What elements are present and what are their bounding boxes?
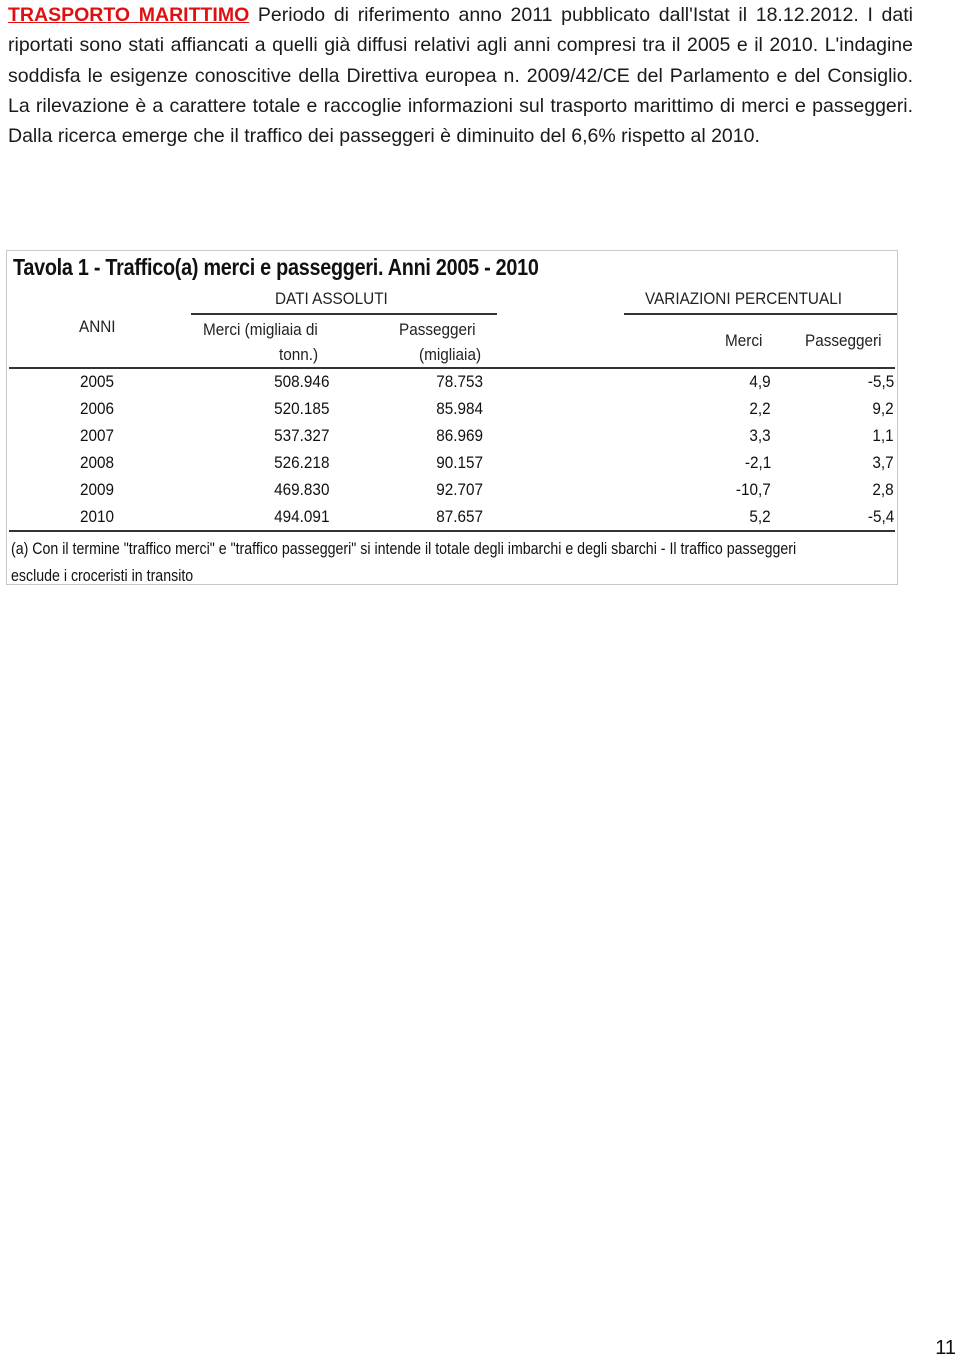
traffic-table xyxy=(6,250,898,585)
header-pass-abs-line2: (migliaia) xyxy=(419,345,482,364)
cell-var-passeggeri: 9,2 xyxy=(872,399,894,418)
cell-var-merci: 5,2 xyxy=(749,507,771,526)
cell-passeggeri: 78.753 xyxy=(436,372,483,391)
header-pass-var: Passeggeri xyxy=(805,331,882,350)
cell-passeggeri: 92.707 xyxy=(436,480,483,499)
intro-paragraph xyxy=(8,0,913,151)
table-footnote: (a) Con il termine "traffico merci" e "traffico passeggeri" si intende il totale degli imbarchi e degli sbarchi - Il traffico passeggeri esclude i croceristi in transito xyxy=(11,540,797,585)
page-number: 11 xyxy=(935,1337,956,1359)
cell-merci: 537.327 xyxy=(273,426,329,445)
cell-var-passeggeri: 3,7 xyxy=(872,453,894,472)
cell-merci: 469.830 xyxy=(273,480,329,499)
header-bottom-rule xyxy=(9,367,895,369)
header-merci-abs-line1: Merci (migliaia di xyxy=(203,320,318,339)
header-rule-abs xyxy=(191,313,497,315)
cell-var-merci: -2,1 xyxy=(744,453,771,472)
table-bottom-rule xyxy=(9,530,895,532)
cell-var-merci: 4,9 xyxy=(749,372,771,391)
cell-merci: 494.091 xyxy=(273,507,329,526)
cell-year: 2009 xyxy=(80,480,115,499)
cell-passeggeri: 87.657 xyxy=(436,507,483,526)
cell-merci: 520.185 xyxy=(273,399,329,418)
header-merci-abs-line2: tonn.) xyxy=(279,345,319,364)
cell-passeggeri: 90.157 xyxy=(436,453,483,472)
cell-year: 2008 xyxy=(80,453,115,472)
cell-year: 2010 xyxy=(80,507,115,526)
cell-var-passeggeri: 1,1 xyxy=(872,426,894,445)
cell-var-passeggeri: -5,5 xyxy=(867,372,894,391)
table-title: Tavola 1 - Traffico(a) merci e passeggeri. Anni 2005 - 2010 xyxy=(13,254,539,280)
cell-year: 2007 xyxy=(80,426,115,445)
cell-var-passeggeri: -5,4 xyxy=(867,507,894,526)
cell-var-merci: 3,3 xyxy=(749,426,771,445)
cell-year: 2005 xyxy=(80,372,115,391)
intro-text: Periodo di riferimento anno 2011 pubblicato dall'Istat il 18.12.2012. I dati riportati sono stati affiancati a quelli già diffusi relativi agli anni compresi tra il 2005 e il 2010. L'indagine soddisfa le esigenze conoscitive della Direttiva europea n. 2009/42/CE del Parlamento e del Consiglio. La rilevazione è a carattere totale e raccoglie informazioni sul trasporto marittimo di merci e passeggeri. Dalla ricerca emerge che il traffico dei passeggeri è diminuito del 6,6% rispetto al 2010. xyxy=(8,4,913,148)
header-variazioni: VARIAZIONI PERCENTUALI xyxy=(645,289,842,308)
cell-passeggeri: 86.969 xyxy=(436,426,483,445)
cell-year: 2006 xyxy=(80,399,115,418)
section-title: TRASPORTO MARITTIMO xyxy=(8,4,250,26)
header-anni: ANNI xyxy=(79,317,116,336)
cell-merci: 526.218 xyxy=(273,453,329,472)
cell-var-merci: 2,2 xyxy=(749,399,771,418)
header-rule-var xyxy=(624,313,897,315)
cell-passeggeri: 85.984 xyxy=(436,399,483,418)
header-dati-assoluti: DATI ASSOLUTI xyxy=(275,289,388,308)
header-pass-abs-line1: Passeggeri xyxy=(399,320,476,339)
header-merci-var: Merci xyxy=(725,331,763,350)
cell-merci: 508.946 xyxy=(273,372,329,391)
cell-var-merci: -10,7 xyxy=(736,480,771,499)
cell-var-passeggeri: 2,8 xyxy=(872,480,894,499)
